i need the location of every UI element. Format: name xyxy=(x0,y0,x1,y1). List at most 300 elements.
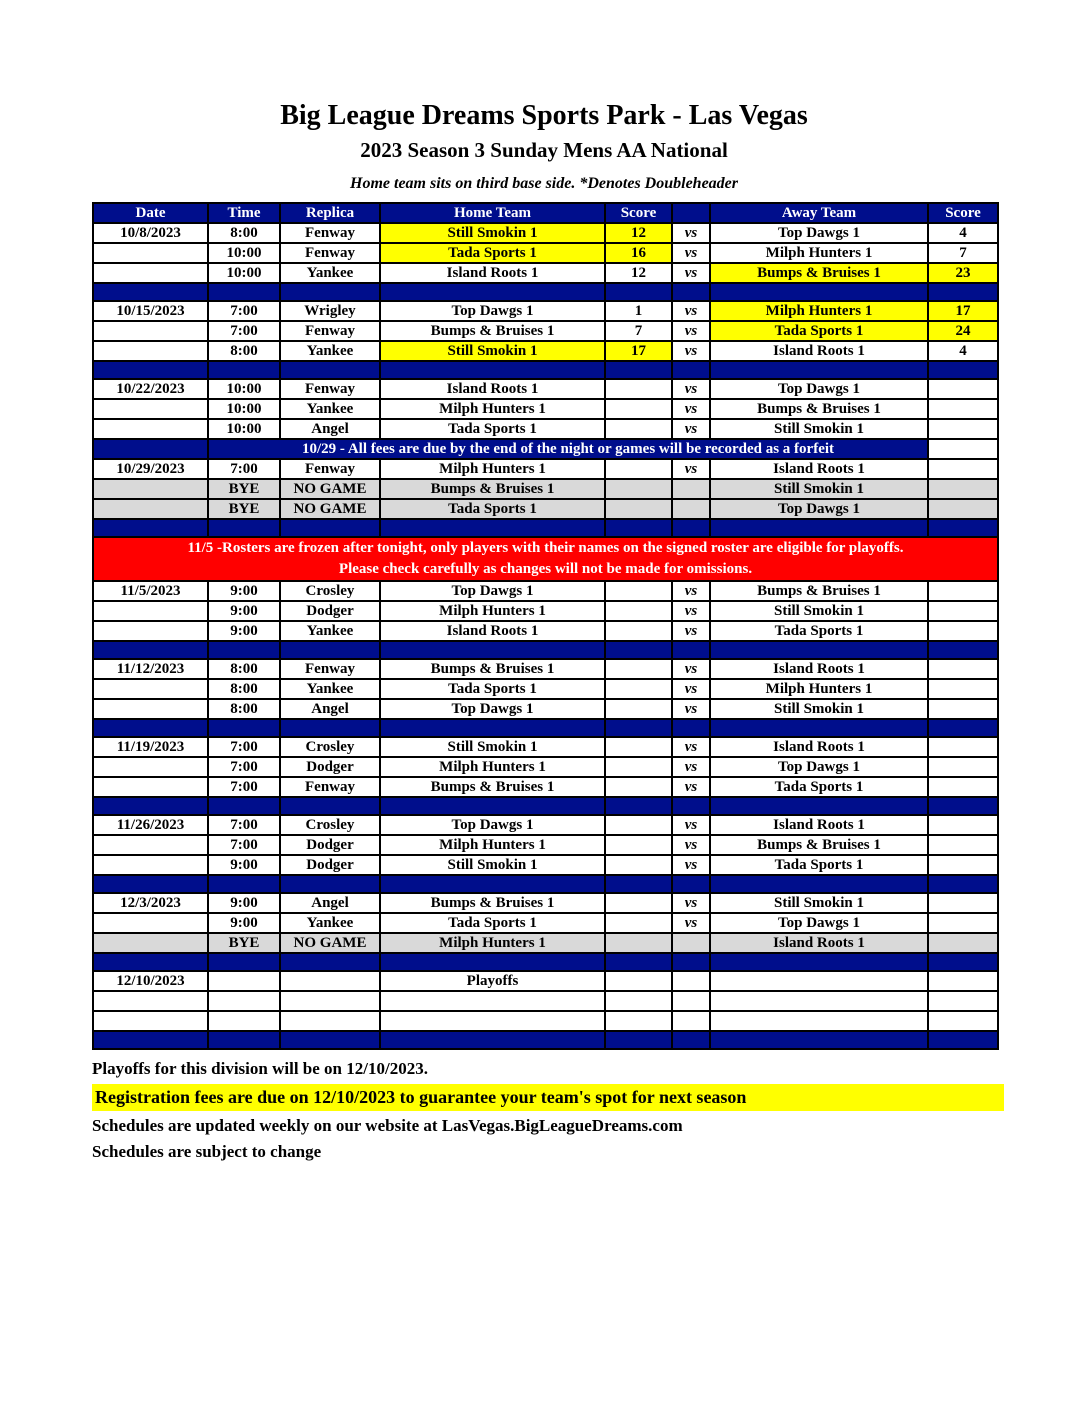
away-team-cell: Milph Hunters 1 xyxy=(710,301,928,321)
separator-cell xyxy=(208,519,280,537)
home-team-cell: Top Dawgs 1 xyxy=(380,581,605,601)
time-cell xyxy=(208,991,280,1011)
home-score-cell xyxy=(605,777,672,797)
replica-cell: NO GAME xyxy=(280,479,380,499)
game-row xyxy=(93,621,998,641)
home-team-cell: Bumps & Bruises 1 xyxy=(380,479,605,499)
away-team-cell: Bumps & Bruises 1 xyxy=(710,263,928,283)
replica-cell: Crosley xyxy=(280,737,380,757)
separator-cell xyxy=(280,283,380,301)
away-score-cell: 23 xyxy=(928,263,998,283)
home-score-cell xyxy=(605,399,672,419)
separator-cell xyxy=(605,641,672,659)
vs-cell: vs xyxy=(672,621,710,641)
date-cell xyxy=(93,1011,208,1031)
separator-cell xyxy=(605,875,672,893)
vs-cell: vs xyxy=(672,855,710,875)
away-score-cell xyxy=(928,835,998,855)
separator-cell xyxy=(605,953,672,971)
away-team-cell: Still Smokin 1 xyxy=(710,419,928,439)
separator-cell xyxy=(928,1031,998,1049)
home-score-cell: 12 xyxy=(605,263,672,283)
home-score-cell xyxy=(605,933,672,953)
date-cell xyxy=(93,341,208,361)
home-score-cell xyxy=(605,581,672,601)
away-team-cell: Island Roots 1 xyxy=(710,815,928,835)
separator-cell xyxy=(672,719,710,737)
home-team-cell: Milph Hunters 1 xyxy=(380,399,605,419)
separator-cell xyxy=(710,719,928,737)
vs-cell xyxy=(672,991,710,1011)
time-cell: 9:00 xyxy=(208,893,280,913)
separator-cell xyxy=(93,519,208,537)
game-row xyxy=(93,601,998,621)
time-cell: BYE xyxy=(208,499,280,519)
game-row xyxy=(93,399,998,419)
time-cell: 8:00 xyxy=(208,223,280,243)
game-row xyxy=(93,679,998,699)
date-cell xyxy=(93,499,208,519)
separator-cell xyxy=(93,361,208,379)
table-header-row xyxy=(93,203,998,223)
vs-cell: vs xyxy=(672,459,710,479)
replica-cell: Crosley xyxy=(280,815,380,835)
time-cell: 10:00 xyxy=(208,243,280,263)
away-score-cell xyxy=(928,971,998,991)
separator-cell xyxy=(208,953,280,971)
separator-cell xyxy=(672,953,710,971)
date-cell xyxy=(93,991,208,1011)
away-score-cell xyxy=(928,815,998,835)
home-score-cell xyxy=(605,893,672,913)
separator-cell xyxy=(928,283,998,301)
away-team-cell xyxy=(710,991,928,1011)
time-cell: 9:00 xyxy=(208,621,280,641)
game-row xyxy=(93,341,998,361)
home-team-cell: Island Roots 1 xyxy=(380,621,605,641)
page-title: Big League Dreams Sports Park - Las Vegas xyxy=(280,100,808,131)
home-team-cell: Top Dawgs 1 xyxy=(380,301,605,321)
away-team-cell: Tada Sports 1 xyxy=(710,621,928,641)
separator-cell xyxy=(380,641,605,659)
home-team-cell: Tada Sports 1 xyxy=(380,913,605,933)
home-score-cell xyxy=(605,757,672,777)
time-cell: 8:00 xyxy=(208,341,280,361)
away-team-cell: Tada Sports 1 xyxy=(710,855,928,875)
game-row xyxy=(93,459,998,479)
separator-cell xyxy=(710,283,928,301)
separator-cell xyxy=(710,953,928,971)
vs-cell: vs xyxy=(672,913,710,933)
date-cell: 11/5/2023 xyxy=(93,581,208,601)
game-row xyxy=(93,243,998,263)
date-cell: 11/12/2023 xyxy=(93,659,208,679)
separator-cell xyxy=(208,797,280,815)
away-team-cell xyxy=(710,971,928,991)
replica-cell: Dodger xyxy=(280,835,380,855)
game-row xyxy=(93,301,998,321)
home-score-cell xyxy=(605,855,672,875)
date-cell: 11/19/2023 xyxy=(93,737,208,757)
away-team-cell: Top Dawgs 1 xyxy=(710,913,928,933)
away-score-cell xyxy=(928,855,998,875)
away-team-cell: Bumps & Bruises 1 xyxy=(710,835,928,855)
time-cell xyxy=(208,971,280,991)
date-cell xyxy=(93,679,208,699)
separator-cell xyxy=(710,797,928,815)
time-cell: 10:00 xyxy=(208,399,280,419)
time-cell xyxy=(208,1011,280,1031)
empty-row xyxy=(93,1011,998,1031)
replica-cell: Fenway xyxy=(280,321,380,341)
away-score-cell: 4 xyxy=(928,223,998,243)
away-score-cell xyxy=(928,379,998,399)
date-cell: 10/15/2023 xyxy=(93,301,208,321)
home-team-cell: Still Smokin 1 xyxy=(380,855,605,875)
home-score-cell xyxy=(605,499,672,519)
away-score-cell xyxy=(928,913,998,933)
separator-cell xyxy=(672,519,710,537)
separator-cell xyxy=(280,361,380,379)
separator-row xyxy=(93,519,998,537)
column-header-home-team: Home Team xyxy=(380,203,605,223)
date-cell xyxy=(93,601,208,621)
vs-cell: vs xyxy=(672,419,710,439)
replica-cell: Dodger xyxy=(280,757,380,777)
date-cell: 10/29/2023 xyxy=(93,459,208,479)
time-cell: 9:00 xyxy=(208,601,280,621)
date-cell xyxy=(93,757,208,777)
vs-cell: vs xyxy=(672,777,710,797)
time-cell: 10:00 xyxy=(208,379,280,399)
game-row xyxy=(93,263,998,283)
time-cell: 9:00 xyxy=(208,855,280,875)
away-team-cell: Top Dawgs 1 xyxy=(710,499,928,519)
replica-cell: Crosley xyxy=(280,581,380,601)
replica-cell: Yankee xyxy=(280,621,380,641)
separator-row xyxy=(93,1031,998,1049)
away-score-cell xyxy=(928,459,998,479)
home-score-cell: 1 xyxy=(605,301,672,321)
separator-cell xyxy=(672,797,710,815)
replica-cell: Wrigley xyxy=(280,301,380,321)
away-team-cell: Milph Hunters 1 xyxy=(710,679,928,699)
home-score-cell: 16 xyxy=(605,243,672,263)
replica-cell xyxy=(280,971,380,991)
separator-cell xyxy=(280,641,380,659)
home-score-cell xyxy=(605,737,672,757)
replica-cell: Fenway xyxy=(280,379,380,399)
home-team-cell: Tada Sports 1 xyxy=(380,243,605,263)
separator-cell xyxy=(380,797,605,815)
time-cell: BYE xyxy=(208,479,280,499)
date-cell xyxy=(93,263,208,283)
home-team-cell: Tada Sports 1 xyxy=(380,679,605,699)
separator-cell xyxy=(380,953,605,971)
time-cell: 8:00 xyxy=(208,659,280,679)
replica-cell: Yankee xyxy=(280,399,380,419)
home-team-cell xyxy=(380,991,605,1011)
replica-cell: NO GAME xyxy=(280,933,380,953)
separator-cell xyxy=(928,953,998,971)
away-score-cell xyxy=(928,419,998,439)
away-team-cell: Top Dawgs 1 xyxy=(710,379,928,399)
time-cell: 7:00 xyxy=(208,835,280,855)
away-score-cell xyxy=(928,601,998,621)
home-team-cell: Still Smokin 1 xyxy=(380,223,605,243)
date-cell xyxy=(93,855,208,875)
away-score-cell xyxy=(928,439,998,459)
separator-cell xyxy=(672,875,710,893)
home-team-cell: Bumps & Bruises 1 xyxy=(380,659,605,679)
home-score-cell xyxy=(605,419,672,439)
column-header-time: Time xyxy=(208,203,280,223)
separator-cell xyxy=(380,361,605,379)
away-team-cell: Island Roots 1 xyxy=(710,341,928,361)
away-team-cell: Top Dawgs 1 xyxy=(710,757,928,777)
game-row xyxy=(93,815,998,835)
date-cell xyxy=(93,439,208,459)
home-team-cell: Bumps & Bruises 1 xyxy=(380,777,605,797)
home-score-cell xyxy=(605,479,672,499)
home-score-cell xyxy=(605,459,672,479)
date-cell: 11/26/2023 xyxy=(93,815,208,835)
separator-cell xyxy=(93,719,208,737)
date-cell: 12/3/2023 xyxy=(93,893,208,913)
separator-cell xyxy=(605,361,672,379)
vs-cell: vs xyxy=(672,321,710,341)
time-cell: BYE xyxy=(208,933,280,953)
away-team-cell: Still Smokin 1 xyxy=(710,479,928,499)
replica-cell: Fenway xyxy=(280,659,380,679)
home-team-cell: Top Dawgs 1 xyxy=(380,815,605,835)
separator-row xyxy=(93,283,998,301)
separator-cell xyxy=(710,361,928,379)
separator-cell xyxy=(280,953,380,971)
time-cell: 7:00 xyxy=(208,737,280,757)
separator-cell xyxy=(672,361,710,379)
vs-cell: vs xyxy=(672,243,710,263)
away-team-cell: Bumps & Bruises 1 xyxy=(710,399,928,419)
separator-cell xyxy=(93,797,208,815)
separator-cell xyxy=(928,641,998,659)
separator-cell xyxy=(928,519,998,537)
home-team-cell: Milph Hunters 1 xyxy=(380,459,605,479)
time-cell: 8:00 xyxy=(208,679,280,699)
away-score-cell xyxy=(928,991,998,1011)
home-team-cell: Still Smokin 1 xyxy=(380,341,605,361)
away-score-cell: 24 xyxy=(928,321,998,341)
separator-cell xyxy=(605,283,672,301)
away-team-cell: Bumps & Bruises 1 xyxy=(710,581,928,601)
date-cell xyxy=(93,933,208,953)
vs-cell xyxy=(672,933,710,953)
date-cell xyxy=(93,777,208,797)
replica-cell: Yankee xyxy=(280,263,380,283)
column-header-away-score: Score xyxy=(928,203,998,223)
away-score-cell: 7 xyxy=(928,243,998,263)
separator-row xyxy=(93,797,998,815)
home-team-cell: Tada Sports 1 xyxy=(380,419,605,439)
separator-row xyxy=(93,361,998,379)
page-subtitle: 2023 Season 3 Sunday Mens AA National xyxy=(360,138,728,162)
separator-cell xyxy=(710,875,928,893)
separator-cell xyxy=(928,875,998,893)
vs-cell: vs xyxy=(672,699,710,719)
replica-cell: Fenway xyxy=(280,243,380,263)
column-header-away-team: Away Team xyxy=(710,203,928,223)
roster-notice-line: 11/5 -Rosters are frozen after tonight, only players with their names on the signed roster are eligible for playoffs. xyxy=(187,540,904,556)
game-row xyxy=(93,379,998,399)
separator-cell xyxy=(93,953,208,971)
replica-cell: Angel xyxy=(280,893,380,913)
separator-cell xyxy=(710,641,928,659)
away-team-cell xyxy=(710,1011,928,1031)
home-team-cell: Milph Hunters 1 xyxy=(380,933,605,953)
away-score-cell xyxy=(928,1011,998,1031)
date-cell xyxy=(93,835,208,855)
home-team-cell xyxy=(380,1011,605,1031)
roster-notice-row xyxy=(93,537,998,581)
vs-cell xyxy=(672,1011,710,1031)
vs-cell xyxy=(672,479,710,499)
vs-cell: vs xyxy=(672,341,710,361)
roster-notice-line: Please check carefully as changes will not be made for omissions. xyxy=(338,561,753,577)
date-cell xyxy=(93,419,208,439)
home-team-cell: Top Dawgs 1 xyxy=(380,699,605,719)
separator-row xyxy=(93,953,998,971)
game-row xyxy=(93,855,998,875)
replica-cell: NO GAME xyxy=(280,499,380,519)
game-row xyxy=(93,659,998,679)
game-row xyxy=(93,581,998,601)
vs-cell: vs xyxy=(672,659,710,679)
replica-cell: Dodger xyxy=(280,601,380,621)
separator-cell xyxy=(605,719,672,737)
date-cell xyxy=(93,243,208,263)
date-cell xyxy=(93,621,208,641)
separator-cell xyxy=(208,719,280,737)
home-team-cell: Tada Sports 1 xyxy=(380,499,605,519)
column-header-vs xyxy=(672,203,710,223)
vs-cell: vs xyxy=(672,737,710,757)
replica-cell xyxy=(280,991,380,1011)
separator-cell xyxy=(93,283,208,301)
replica-cell: Dodger xyxy=(280,855,380,875)
separator-cell xyxy=(605,1031,672,1049)
away-team-cell: Island Roots 1 xyxy=(710,459,928,479)
replica-cell: Yankee xyxy=(280,341,380,361)
bye-row xyxy=(93,479,998,499)
away-score-cell xyxy=(928,893,998,913)
replica-cell: Angel xyxy=(280,699,380,719)
time-cell: 7:00 xyxy=(208,777,280,797)
separator-cell xyxy=(93,1031,208,1049)
fees-notice-text: 10/29 - All fees are due by the end of the night or games will be recorded as a forfeit xyxy=(208,439,928,459)
home-score-cell xyxy=(605,815,672,835)
replica-cell: Fenway xyxy=(280,777,380,797)
home-score-cell xyxy=(605,991,672,1011)
away-score-cell: 4 xyxy=(928,341,998,361)
home-score-cell: 7 xyxy=(605,321,672,341)
replica-cell: Angel xyxy=(280,419,380,439)
away-team-cell: Still Smokin 1 xyxy=(710,893,928,913)
away-team-cell: Still Smokin 1 xyxy=(710,699,928,719)
home-score-cell xyxy=(605,699,672,719)
time-cell: 9:00 xyxy=(208,913,280,933)
separator-cell xyxy=(280,1031,380,1049)
separator-cell xyxy=(280,797,380,815)
home-score-cell xyxy=(605,971,672,991)
time-cell: 7:00 xyxy=(208,815,280,835)
separator-cell xyxy=(605,797,672,815)
column-header-date: Date xyxy=(93,203,208,223)
separator-cell xyxy=(928,361,998,379)
column-header-replica: Replica xyxy=(280,203,380,223)
away-score-cell: 17 xyxy=(928,301,998,321)
separator-cell xyxy=(208,361,280,379)
away-score-cell xyxy=(928,621,998,641)
away-team-cell: Milph Hunters 1 xyxy=(710,243,928,263)
vs-cell: vs xyxy=(672,815,710,835)
date-cell xyxy=(93,479,208,499)
game-row xyxy=(93,321,998,341)
away-team-cell: Top Dawgs 1 xyxy=(710,223,928,243)
home-score-cell xyxy=(605,835,672,855)
replica-cell: Yankee xyxy=(280,679,380,699)
away-score-cell xyxy=(928,479,998,499)
vs-cell: vs xyxy=(672,263,710,283)
separator-cell xyxy=(93,875,208,893)
separator-cell xyxy=(380,1031,605,1049)
separator-cell xyxy=(208,875,280,893)
separator-cell xyxy=(280,719,380,737)
separator-cell xyxy=(280,875,380,893)
away-team-cell: Tada Sports 1 xyxy=(710,321,928,341)
away-score-cell xyxy=(928,399,998,419)
game-row xyxy=(93,777,998,797)
date-cell: 10/22/2023 xyxy=(93,379,208,399)
separator-cell xyxy=(380,283,605,301)
time-cell: 9:00 xyxy=(208,581,280,601)
away-team-cell: Island Roots 1 xyxy=(710,933,928,953)
home-score-cell xyxy=(605,601,672,621)
home-team-cell: Milph Hunters 1 xyxy=(380,601,605,621)
away-team-cell: Still Smokin 1 xyxy=(710,601,928,621)
home-score-cell xyxy=(605,679,672,699)
bye-row xyxy=(93,933,998,953)
game-row xyxy=(93,913,998,933)
home-team-note: Home team sits on third base side. *Denotes Doubleheader xyxy=(350,175,738,192)
separator-cell xyxy=(710,1031,928,1049)
vs-cell xyxy=(672,499,710,519)
vs-cell: vs xyxy=(672,679,710,699)
separator-row xyxy=(93,641,998,659)
away-score-cell xyxy=(928,699,998,719)
separator-cell xyxy=(208,283,280,301)
schedule-table xyxy=(92,202,999,1050)
footer-website-line: Schedules are updated weekly on our website at LasVegas.BigLeagueDreams.com xyxy=(92,1116,683,1135)
away-score-cell xyxy=(928,777,998,797)
roster-notice-text xyxy=(93,537,998,581)
vs-cell: vs xyxy=(672,893,710,913)
home-score-cell: 12 xyxy=(605,223,672,243)
time-cell: 7:00 xyxy=(208,459,280,479)
separator-cell xyxy=(672,1031,710,1049)
separator-cell xyxy=(710,519,928,537)
bye-row xyxy=(93,499,998,519)
vs-cell: vs xyxy=(672,601,710,621)
